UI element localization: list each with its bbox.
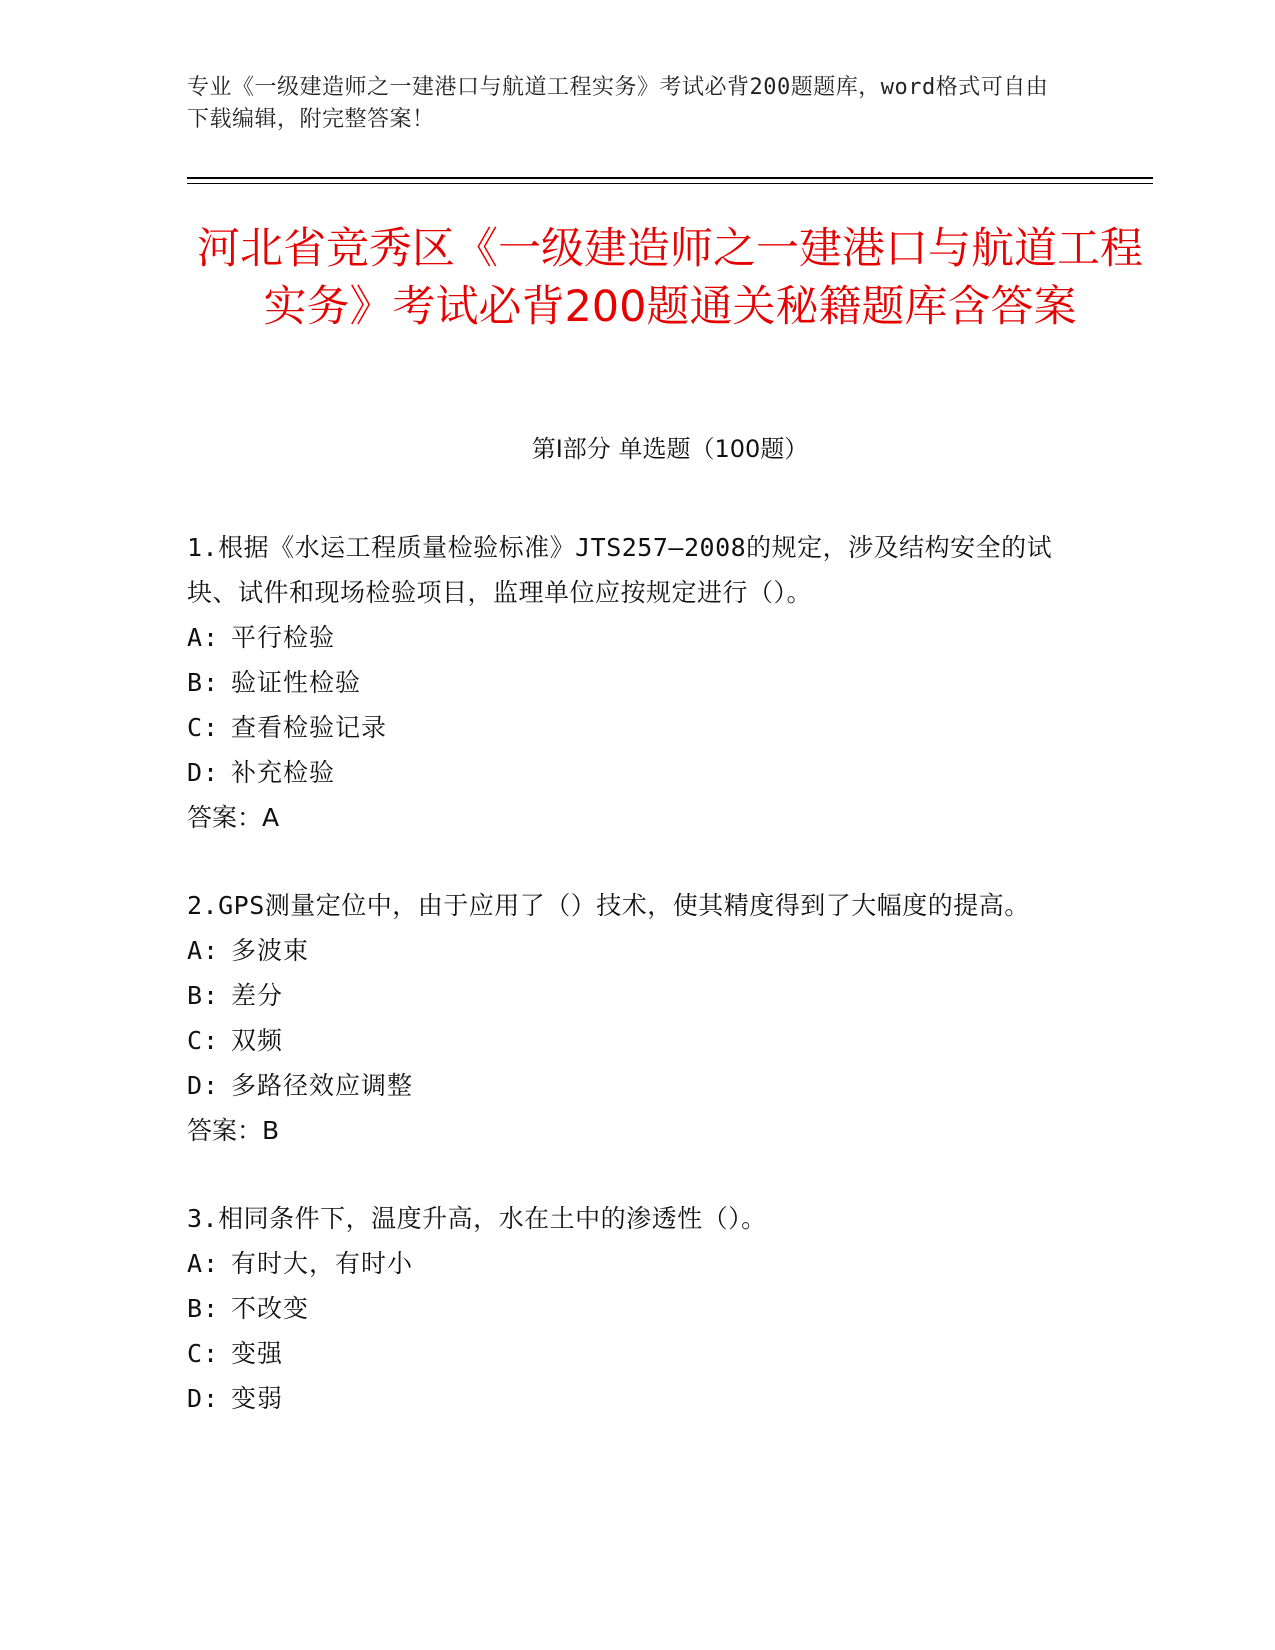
- option-b: [187, 1286, 1087, 1331]
- question-3: [187, 1196, 1087, 1421]
- header-rule-thin: [187, 183, 1153, 184]
- option-key: C:: [187, 713, 220, 742]
- option-d: [187, 750, 1087, 795]
- option-key: C:: [187, 1339, 220, 1368]
- option-text: 变弱: [231, 1384, 284, 1413]
- option-d: [187, 1376, 1087, 1421]
- option-text: 验证性检验: [231, 668, 362, 697]
- option-text: 平行检验: [231, 623, 336, 652]
- option-key: A:: [187, 1249, 220, 1278]
- option-text: 差分: [231, 981, 284, 1010]
- option-text: 不改变: [231, 1294, 310, 1323]
- option-text: 补充检验: [231, 758, 336, 787]
- question-stem: 3.相同条件下，温度升高，水在土中的渗透性（）。: [187, 1204, 767, 1233]
- section-title: 第Ⅰ部分 单选题（100题）: [531, 435, 809, 463]
- option-text: 查看检验记录: [231, 713, 388, 742]
- option-text: 双频: [231, 1026, 284, 1055]
- option-key: B:: [187, 1294, 220, 1323]
- question-stem: 1.根据《水运工程质量检验标准》JTS257—2008的规定，涉及结构安全的试块、试件和现场检验项目，监理单位应按规定进行（）。: [187, 533, 1053, 607]
- question-list: [187, 525, 1087, 1464]
- document-title: 河北省竞秀区《一级建造师之一建港口与航道工程实务》考试必背200题通关秘籍题库含答案: [197, 224, 1143, 332]
- option-key: B:: [187, 981, 220, 1010]
- header-rule-thick: [187, 177, 1153, 179]
- option-key: D:: [187, 758, 220, 787]
- option-key: B:: [187, 668, 220, 697]
- option-key: A:: [187, 623, 220, 652]
- option-key: D:: [187, 1384, 220, 1413]
- option-key: C:: [187, 1026, 220, 1055]
- option-text: 多路径效应调整: [231, 1071, 414, 1100]
- option-b: [187, 660, 1087, 705]
- option-d: [187, 1063, 1087, 1108]
- option-a: [187, 615, 1087, 660]
- question-1: [187, 525, 1087, 840]
- question-2: [187, 883, 1087, 1153]
- option-c: [187, 1018, 1087, 1063]
- option-a: [187, 1241, 1087, 1286]
- option-key: D:: [187, 1071, 220, 1100]
- question-stem: 2.GPS测量定位中，由于应用了（）技术，使其精度得到了大幅度的提高。: [187, 891, 1030, 920]
- option-a: [187, 928, 1087, 973]
- option-c: [187, 1331, 1087, 1376]
- question-answer: 答案：B: [187, 1116, 280, 1145]
- question-answer: 答案：A: [187, 803, 280, 832]
- option-text: 多波束: [231, 936, 310, 965]
- option-key: A:: [187, 936, 220, 965]
- header-note: 专业《一级建造师之一建港口与航道工程实务》考试必背200题题库，word格式可自由下载编辑，附完整答案！: [187, 75, 1049, 132]
- option-b: [187, 973, 1087, 1018]
- option-c: [187, 705, 1087, 750]
- option-text: 变强: [231, 1339, 284, 1368]
- option-text: 有时大，有时小: [231, 1249, 414, 1278]
